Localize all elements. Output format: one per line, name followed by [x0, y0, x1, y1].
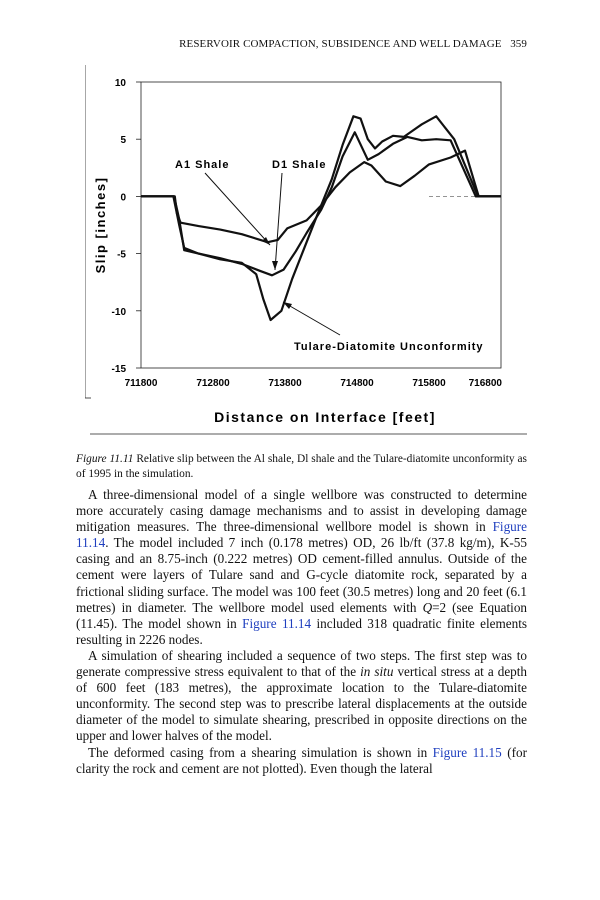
- arrowhead-unconformity: [283, 302, 292, 309]
- p1-q-symbol: Q: [422, 599, 433, 615]
- p3-text-b: (for clarity the rock and cement are not plotted). Even though the lateral: [76, 744, 527, 776]
- series-line-3: [141, 116, 501, 320]
- x-tick-label: 715800: [412, 378, 446, 389]
- caption-label: Figure 11.11: [76, 453, 134, 465]
- body-text: [76, 487, 527, 777]
- p3-text-a: The deformed casing from a shearing simulation is shown in: [88, 744, 428, 760]
- p1-text-a: A three-dimensional model of a single wellbore was constructed to determine more accurately casing damage mechanisms and to assist in developing damage mitigation measures. The three-dimensional wellbore model is shown in: [76, 487, 527, 535]
- y-tick-label: -15: [111, 364, 126, 375]
- paragraph-2: [76, 648, 527, 745]
- p2-text-b: vertical stress at a depth of 600 feet (183 metres), the approximate location to the Tulare-diatomite unconformity. The second step was to prescribe lateral displacements at the outside diameter of the model to simulate shearing, prescribed in opposite directions on the upper and lower halves of the model.: [76, 664, 528, 744]
- series-group: [141, 116, 501, 320]
- link-figure-11-14[interactable]: Figure 11.14: [76, 519, 528, 551]
- p1-text-d: included 318 quadratic finite elements resulting in 2226 nodes.: [76, 615, 528, 647]
- x-tick-label: 714800: [340, 378, 374, 389]
- label-unconformity: Tulare-Diatomite Unconformity: [294, 341, 484, 353]
- paragraph-1: [76, 487, 527, 648]
- x-tick-label: 711800: [124, 378, 158, 389]
- link-figure-11-14-second[interactable]: Figure 11.14: [242, 615, 312, 631]
- slip-chart: [85, 65, 530, 435]
- p1-text-c: =2 (see Equation (11.45). The model shown in: [76, 599, 528, 631]
- link-figure-11-15[interactable]: Figure 11.15: [432, 744, 502, 760]
- x-tick-label: 712800: [196, 378, 230, 389]
- p2-in-situ: in situ: [360, 664, 394, 680]
- arrowhead-d1: [272, 261, 278, 270]
- y-tick-label: -5: [117, 249, 126, 261]
- x-tick-label: 716800: [468, 378, 502, 389]
- caption-text: Relative slip between the Al shale, Dl shale and the Tulare-diatomite unconformity as of 1995 in the simulation.: [76, 453, 527, 480]
- arrow-unconformity: [283, 302, 340, 335]
- label-d1-shale: D1 Shale: [272, 159, 327, 171]
- p1-text-b: . The model included 7 inch (0.178 metres) OD, 26 lb/ft (37.8 kg/m), K-55 casing and an 8.75-inch (0.222 metres) OD cement-filled annulus. Outside of the cement were layers of Tulare sand and G-cycle diatomite rock, separated by a frictional sliding surface. The model was 100 feet (30.5 metres) long and 20 feet (6.1 metres) in diameter. The wellbore model used elements with: [76, 535, 527, 615]
- y-tick-label: 0: [120, 192, 126, 204]
- figure-11-11: [85, 65, 530, 435]
- x-tick-label: 713800: [268, 378, 302, 389]
- y-tick-label: -10: [111, 306, 126, 318]
- x-axis-label: Distance on Interface [feet]: [214, 409, 436, 425]
- y-tick-label: 5: [120, 135, 126, 147]
- p2-text-a: A simulation of shearing included a sequence of two steps. The first step was to generate compressive stress equivalent to that of the: [76, 647, 527, 680]
- x-axis: [125, 378, 503, 389]
- y-axis: [112, 78, 141, 375]
- running-header: [165, 38, 527, 50]
- label-a1-shale: A1 Shale: [175, 159, 230, 171]
- y-axis-label: Slip [inches]: [93, 176, 108, 274]
- figure-caption: [76, 452, 527, 482]
- page-number: 359: [510, 38, 527, 50]
- paragraph-3: [76, 745, 527, 777]
- arrow-d1-shale: [275, 173, 282, 270]
- running-title: RESERVOIR COMPACTION, SUBSIDENCE AND WELL DAMAGE: [179, 38, 502, 50]
- y-tick-label: 10: [114, 78, 126, 89]
